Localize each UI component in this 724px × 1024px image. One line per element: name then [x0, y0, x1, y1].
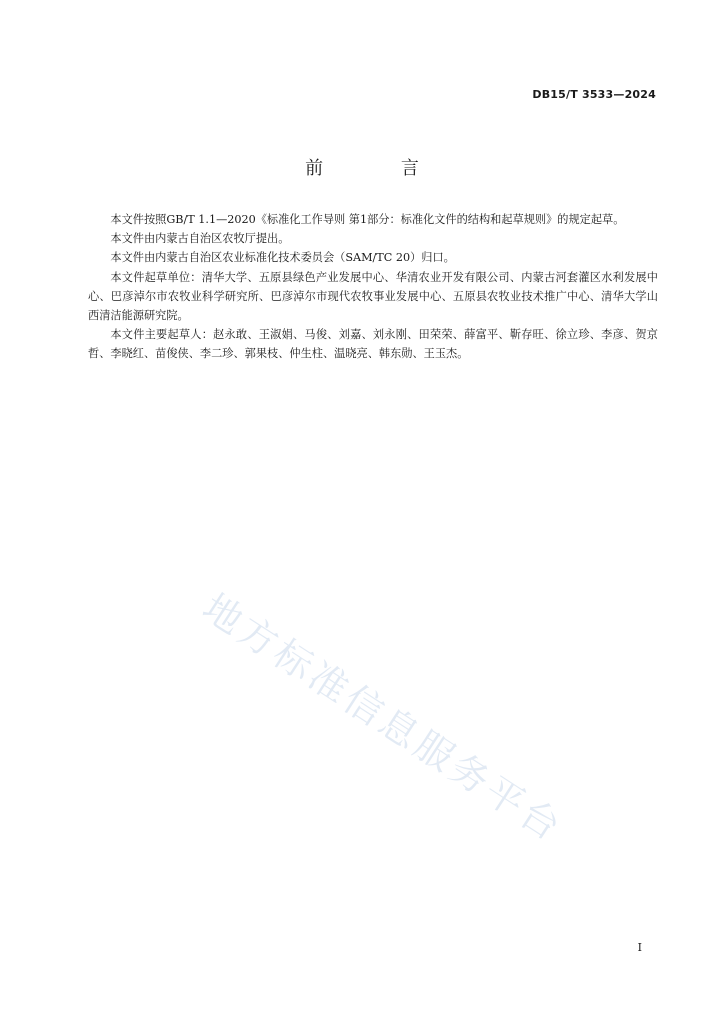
- paragraph-drafters: 本文件主要起草人：赵永敢、王淑娟、马俊、刘嘉、刘永刚、田荣荣、薛富平、靳存旺、徐立珍、李彦、贺京哲、李晓红、苗俊侠、李二珍、郭果枝、仲生柱、温晓亮、韩东勋、王玉杰。: [88, 328, 658, 361]
- paragraph-proposer: 本文件由内蒙古自治区农牧厅提出。: [110, 232, 290, 246]
- page-number: I: [637, 941, 642, 954]
- paragraph-drafting-rules: 本文件按照GB/T 1.1—2020《标准化工作导则 第1部分：标准化文件的结构和起草规则》的规定起草。: [110, 213, 625, 226]
- document-code: DB15/T 3533—2024: [532, 88, 656, 101]
- watermark: 地方标准信息服务平台: [194, 585, 572, 851]
- paragraph-drafting-units: 本文件起草单位：清华大学、五原县绿色产业发展中心、华清农业开发有限公司、内蒙古河套灌区水利发展中心、巴彦淖尔市农牧业科学研究所、巴彦淖尔市现代农牧事业发展中心、五原县农牧业技术推广中心、清华大学山西清洁能源研究院。: [88, 270, 658, 323]
- page-title: 前 言: [305, 158, 455, 179]
- preface-body: [88, 210, 658, 364]
- paragraph-centralized: 本文件由内蒙古自治区农业标准化技术委员会（SAM/TC 20）归口。: [110, 251, 455, 265]
